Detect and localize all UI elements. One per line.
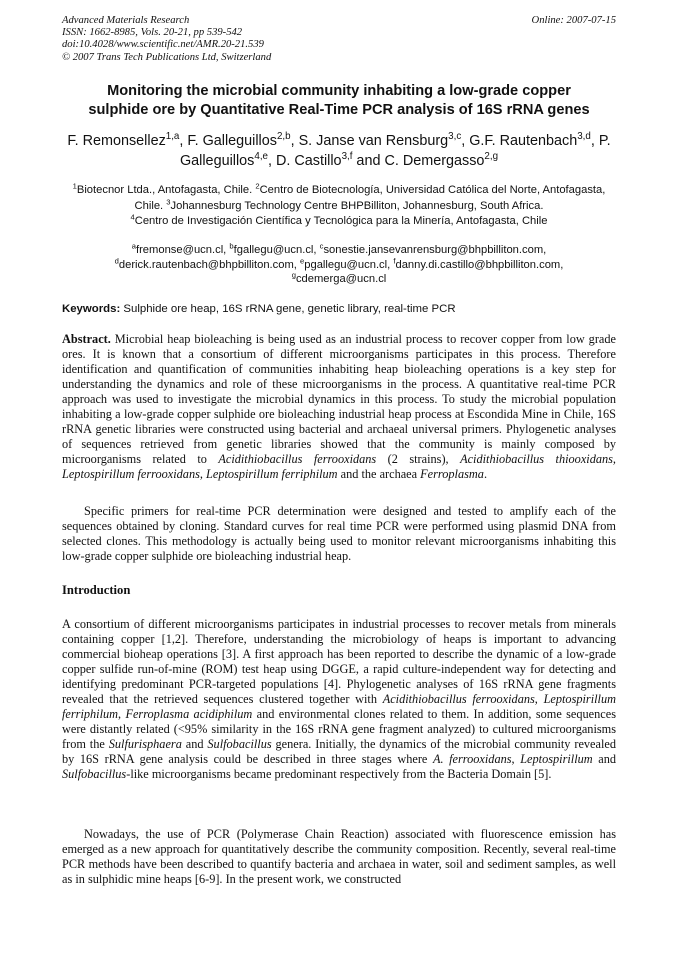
journal-doi: doi:10.4028/www.scientific.net/AMR.20-21.539: [62, 39, 264, 51]
email: $^b$fgallegu@ucn.cl,: [229, 241, 320, 256]
journal-issn: ISSN: 1662-8985, Vols. 20-21, pp 539-542: [62, 27, 243, 39]
affiliation: $^2$Centro de Biotecnología, Universidad Católica del Norte, Antofagasta, Chile.: [134, 181, 606, 212]
email: $^f$danny.di.castillo@bhpbilliton.com,: [393, 255, 564, 271]
email: $^g$cdemerga@ucn.cl: [291, 270, 387, 286]
section-heading-introduction: Introduction: [62, 583, 131, 597]
author: S. Janse van Rensburg$^{3,c}$,: [298, 131, 470, 149]
intro-paragraph-2: Nowadays, the use of PCR (Polymerase Chain Reaction) associated with fluorescence emission has emerged as a new approach for quantitatively describe the community composition. Recently, several real-time PCR methods have been described to quantify bacteria and archaea in water, soil and sediment samples, as well as in sulphidic mine heaps [6-9]. In the present work, we constructed: [62, 827, 616, 887]
title-line-1: Monitoring the microbial community inhabiting a low-grade copper: [107, 83, 571, 99]
email: $^d$derick.rautenbach@bhpbilliton.com,: [114, 255, 301, 271]
paper-title: [62, 82, 616, 120]
affiliations: [62, 183, 616, 230]
email: $^a$fremonse@ucn.cl,: [131, 241, 230, 256]
author: P. Galleguillos$^{4,e}$,: [179, 133, 611, 169]
intro-paragraph-1: A consortium of different microorganisms participates in industrial processes to recover metals from minerals containing copper [1,2]. Therefore, understanding the microbiology of heaps is important to advancing commercial bioheap operations [3]. A first approach has been reported to describe the dynamic of a low-grade copper sulfide run-of-mine (ROM) test heap using DGGE, a rapid culture-independent way for detecting and identifying predominant PCR-targeted populations [4]. Phylogenetic analyses of 16S rRNA gene fragments revealed that the retrieved sequences clustered together with Acidithiobacillus ferrooxidans, Leptospirillum ferriphilum, Ferroplasma acidiphilum and environmental clones related to them. In addition, some sequences were distantly related (<95% similarity in the 16S rRNA gene fragment analyzed) to cultured microorganisms from the Sulfurisphaera and Sulfobacillus genera. Initially, the dynamics of the microbial community revealed by 16S rRNA gene analysis could be described in three stages where A. ferrooxidans, Leptospirillum and Sulfobacillus-like microorganisms became predominant respectively from the Bacteria Domain [5].: [62, 617, 616, 782]
affiliation: $^4$Centro de Investigación Científica y Tecnológica para la Minería, Antofagasta, Chile: [130, 212, 548, 228]
affiliation: $^3$Johannesburg Technology Centre BHPBilliton, Johannesburg, South Africa.: [166, 196, 544, 212]
author: G.F. Rautenbach$^{3,d}$,: [469, 131, 599, 149]
email: $^c$sonestie.jansevanrensburg@bhpbilliton.com,: [319, 241, 547, 256]
author-list: [62, 132, 616, 171]
author: F. Galleguillos$^{2,b}$,: [187, 131, 299, 149]
online-date: Online: 2007-07-15: [531, 15, 616, 26]
abstract-paragraph: Abstract. Microbial heap bioleaching is being used as an industrial process to recover copper from low grade ores. It is known that a consortium of different microorganisms participates in this process. Therefore identification and quantification of communities inhabiting heap bioleaching operations is a key step for understanding the dynamics and role of these microorganisms in the process. A quantitative real-time PCR approach was used to investigate the microbial dynamics in this process. To study the microbial population inhabiting a low-grade copper sulphide ore bioleaching industrial heap process at Escondida Mine in Chile, 16S rRNA genetic libraries were constructed using bacterial and archaeal universal primers. Phylogenetic analyses of sequences retrieved from genetic libraries showed that the community is mainly composed by microorganisms related to Acidithiobacillus ferrooxidans (2 strains), Acidithiobacillus thiooxidans, Leptospirillum ferrooxidans, Leptospirillum ferriphilum and the archaea Ferroplasma.: [62, 332, 616, 482]
email-list: [62, 243, 616, 287]
keywords-text: Sulphide ore heap, 16S rRNA gene, genetic library, real-time PCR: [120, 303, 456, 315]
keywords: [62, 302, 616, 316]
journal-header: [62, 15, 616, 64]
author: D. Castillo$^{3,f}$ and: [275, 150, 385, 169]
journal-copyright: © 2007 Trans Tech Publications Ltd, Switzerland: [62, 51, 272, 63]
keywords-label: Keywords:: [62, 303, 121, 315]
author: C. Demergasso$^{2,g}$: [384, 150, 499, 169]
author: F. Remonsellez$^{1,a}$,: [67, 131, 188, 149]
title-line-2: sulphide ore by Quantitative Real-Time PCR analysis of 16S rRNA genes: [88, 102, 590, 118]
affiliation: $^1$Biotecnor Ltda., Antofagasta, Chile.: [72, 181, 256, 196]
abstract-paragraph-2: Specific primers for real-time PCR determination were designed and tested to amplify each of the sequences obtained by cloning. Standard curves for real time PCR were performed using plasmid DNA from selected clones. This methodology is actually being used to monitor relevant microorganisms inhabiting this low-grade copper sulphide ore bioleaching industrial heap.: [62, 504, 616, 564]
abstract-label: Abstract.: [62, 332, 111, 346]
journal-name: Advanced Materials Research: [62, 15, 190, 26]
email: $^e$pgallegu@ucn.cl,: [300, 255, 394, 271]
